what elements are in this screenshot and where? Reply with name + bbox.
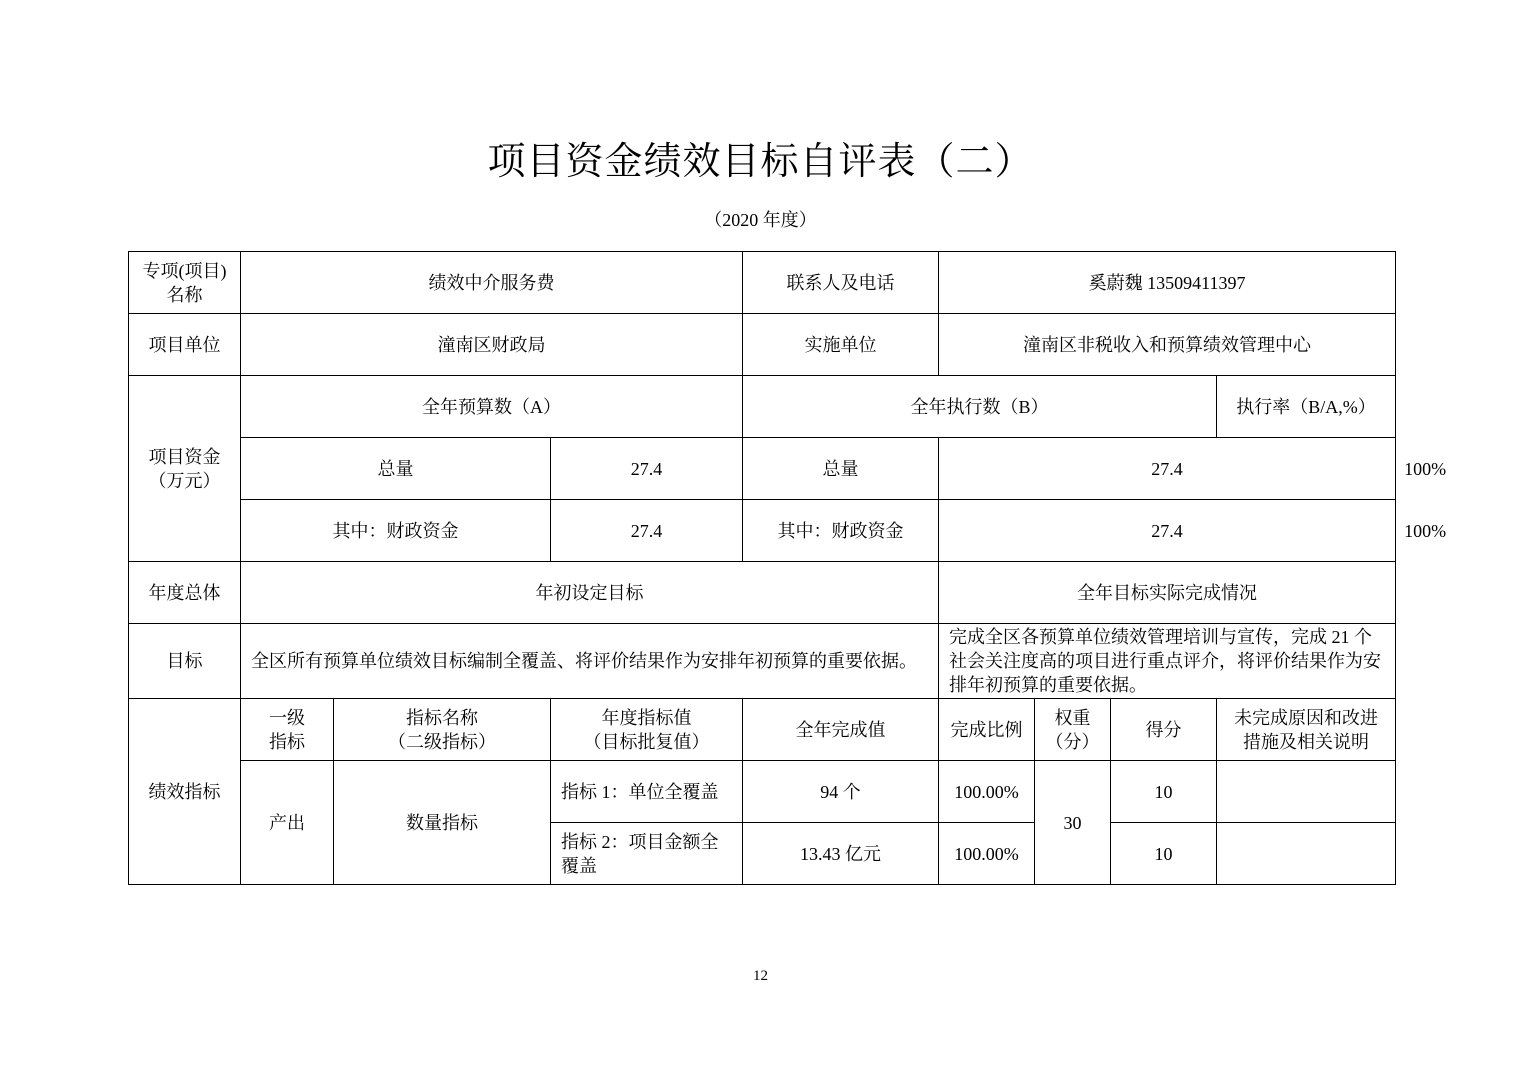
weight-header: 权重 （分） xyxy=(1035,699,1111,761)
table-row xyxy=(129,376,1396,438)
budget-header: 全年预算数（A） xyxy=(241,376,743,438)
unit: 潼南区财政局 xyxy=(241,314,743,376)
fiscal-label: 其中：财政资金 xyxy=(241,500,551,562)
indicator-target: 指标 1：单位全覆盖 xyxy=(551,761,743,823)
table-row xyxy=(129,624,1396,699)
score-header: 得分 xyxy=(1111,699,1217,761)
total-label: 总量 xyxy=(241,438,551,500)
indicator-reason xyxy=(1217,823,1396,885)
table-row xyxy=(129,699,1396,761)
exec-header: 全年执行数（B） xyxy=(743,376,1217,438)
table-row xyxy=(129,252,1396,314)
initial-goal-header: 年初设定目标 xyxy=(241,562,939,624)
initial-goal-text: 全区所有预算单位绩效目标编制全覆盖、将评价结果作为安排年初预算的重要依据。 xyxy=(241,624,939,699)
fiscal-exec-label: 其中：财政资金 xyxy=(743,500,939,562)
unit-label: 项目单位 xyxy=(129,314,241,376)
contact: 奚蔚魏 13509411397 xyxy=(939,252,1396,314)
indicator-ratio: 100.00% xyxy=(939,823,1035,885)
total-budget: 27.4 xyxy=(551,438,743,500)
reason-header: 未完成原因和改进 措施及相关说明 xyxy=(1217,699,1396,761)
total-exec: 27.4 xyxy=(939,438,1396,500)
level1-value: 产出 xyxy=(241,761,334,885)
table-row: 总量 27.4 总量 27.4 100% xyxy=(129,438,1396,500)
contact-label: 联系人及电话 xyxy=(743,252,939,314)
indicator-reason xyxy=(1217,761,1396,823)
table-row xyxy=(129,761,1396,823)
indicator-actual: 13.43 亿元 xyxy=(743,823,939,885)
goals-label-bottom: 目标 xyxy=(129,624,241,699)
actual-goal-text: 完成全区各预算单位绩效管理培训与宣传，完成 21 个社会关注度高的项目进行重点评介，将评价结果作为安排年初预算的重要依据。 xyxy=(939,624,1396,699)
project-name: 绩效中介服务费 xyxy=(241,252,743,314)
funds-label: 项目资金 （万元） xyxy=(129,376,241,562)
rate-header: 执行率（B/A,%） xyxy=(1217,376,1396,438)
level2-value: 数量指标 xyxy=(334,761,551,885)
indicator-name-header: 指标名称 （二级指标） xyxy=(334,699,551,761)
indicators-label: 绩效指标 xyxy=(129,699,241,885)
indicator-target: 指标 2：项目金额全覆盖 xyxy=(551,823,743,885)
table-row: 其中：财政资金 27.4 其中：财政资金 27.4 100% xyxy=(129,500,1396,562)
goals-label-top: 年度总体 xyxy=(129,562,241,624)
impl-unit-label: 实施单位 xyxy=(743,314,939,376)
evaluation-table xyxy=(128,251,1447,885)
indicator-ratio: 100.00% xyxy=(939,761,1035,823)
indicator-score: 10 xyxy=(1111,761,1217,823)
table-row xyxy=(129,314,1396,376)
ratio-header: 完成比例 xyxy=(939,699,1035,761)
page-number: 12 xyxy=(753,968,768,984)
level1-header: 一级 指标 xyxy=(241,699,334,761)
actual-header: 全年完成值 xyxy=(743,699,939,761)
page-title: 项目资金绩效目标自评表（二） xyxy=(487,139,1034,183)
indicator-score: 10 xyxy=(1111,823,1217,885)
fiscal-exec: 27.4 xyxy=(939,500,1396,562)
table-row xyxy=(129,562,1396,624)
project-name-label: 专项(项目) 名称 xyxy=(129,252,241,314)
actual-goal-header: 全年目标实际完成情况 xyxy=(939,562,1396,624)
fiscal-budget: 27.4 xyxy=(551,500,743,562)
indicator-actual: 94 个 xyxy=(743,761,939,823)
impl-unit: 潼南区非税收入和预算绩效管理中心 xyxy=(939,314,1396,376)
target-header: 年度指标值 （目标批复值） xyxy=(551,699,743,761)
weight-value: 30 xyxy=(1035,761,1111,885)
total-exec-label: 总量 xyxy=(743,438,939,500)
page-subtitle: （2020 年度） xyxy=(704,210,817,230)
